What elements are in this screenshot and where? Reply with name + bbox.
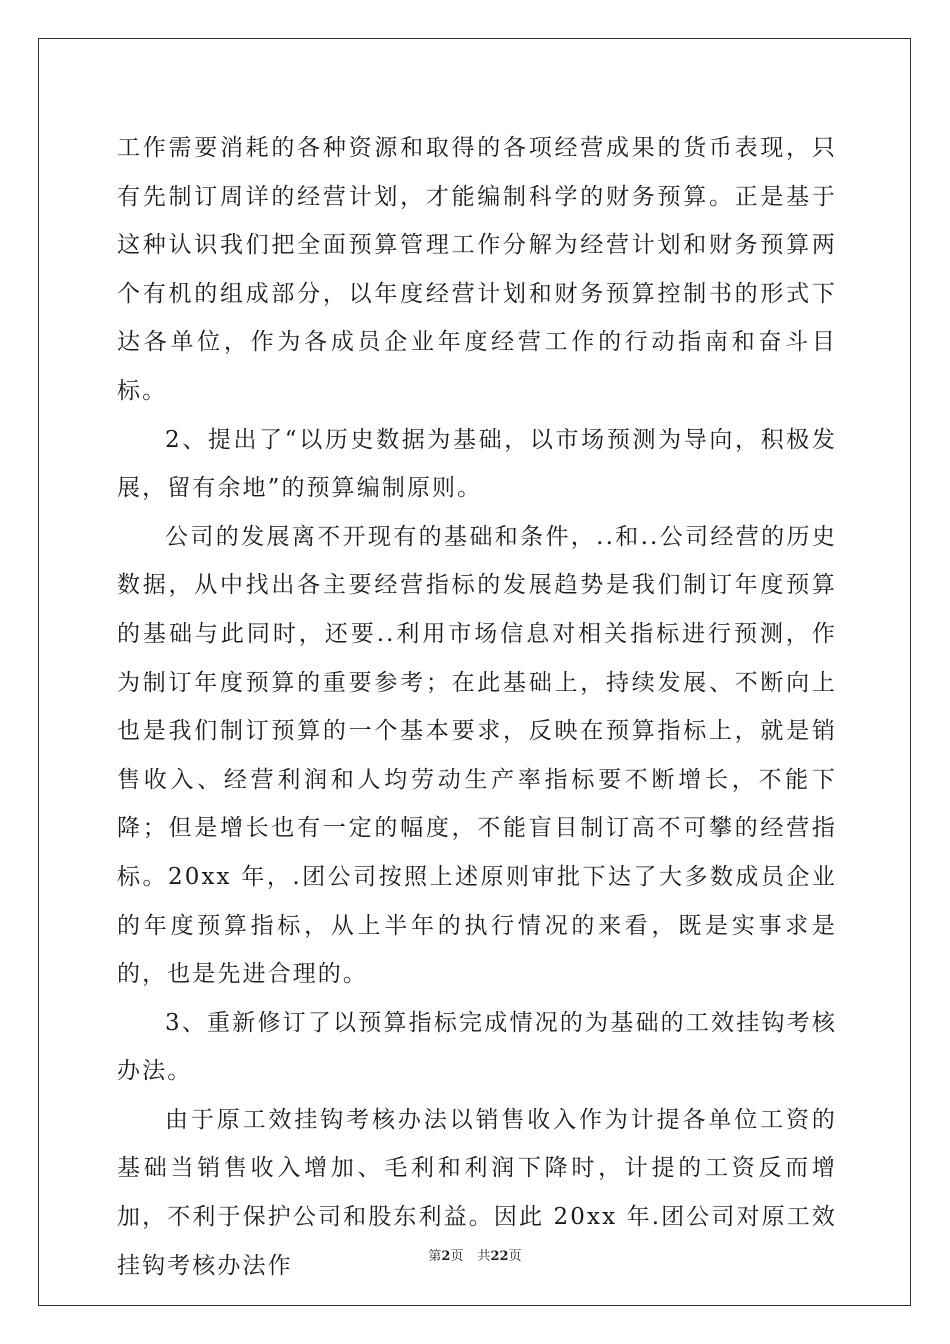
page-suffix: 页: [450, 1249, 464, 1264]
paragraph-3: 公司的发展离不开现有的基础和条件，..和..公司经营的历史数据，从中找出各主要经营指标的发展趋势是我们制订年度预算的基础与此同时，还要..利用市场信息对相关指标进行预测，作为制订年度预算的重要参考；在此基础上，持续发展、不断向上也是我们制订预算的一个基本要求，反映在预算指标上，就是销售收入、经营利润和人均劳动生产率指标要不断增长，不能下降；但是增长也有一定的幅度，不能盲目制订高不可攀的经营指标。20xx 年，.团公司按照上述原则审批下达了大多数成员企业的年度预算指标，从上半年的执行情况的来看，既是实事求是的，也是先进合理的。: [117, 523, 837, 988]
total-suffix: 页: [508, 1249, 522, 1264]
document-body: [117, 124, 837, 1290]
paragraph-5: 由于原工效挂钩考核办法以销售收入作为计提各单位工资的基础当销售收入增加、毛利和利润下降时，计提的工资反而增加，不利于保护公司和股东利益。因此 20xx 年.团公司对原工效挂钩考核办法作: [117, 1106, 837, 1279]
total-page-count: 22: [490, 1249, 509, 1264]
paragraph-1: 工作需要消耗的各种资源和取得的各项经营成果的货币表现，只有先制订周详的经营计划，才能编制科学的财务预算。正是基于这种认识我们把全面预算管理工作分解为经营计划和财务预算两个有机的组成部分，以年度经营计划和财务预算控制书的形式下达各单位，作为各成员企业年度经营工作的行动指南和奋斗目标。: [117, 135, 837, 404]
paragraph-2: 2、提出了“以历史数据为基础，以市场预测为导向，积极发展，留有余地”的预算编制原则。: [117, 426, 837, 502]
total-prefix: 共: [477, 1249, 491, 1264]
page-footer: [0, 1245, 950, 1264]
paragraph-4: 3、重新修订了以预算指标完成情况的为基础的工效挂钩考核办法。: [117, 1009, 837, 1085]
page-prefix: 第: [428, 1249, 442, 1264]
current-page-number: 2: [441, 1249, 451, 1264]
